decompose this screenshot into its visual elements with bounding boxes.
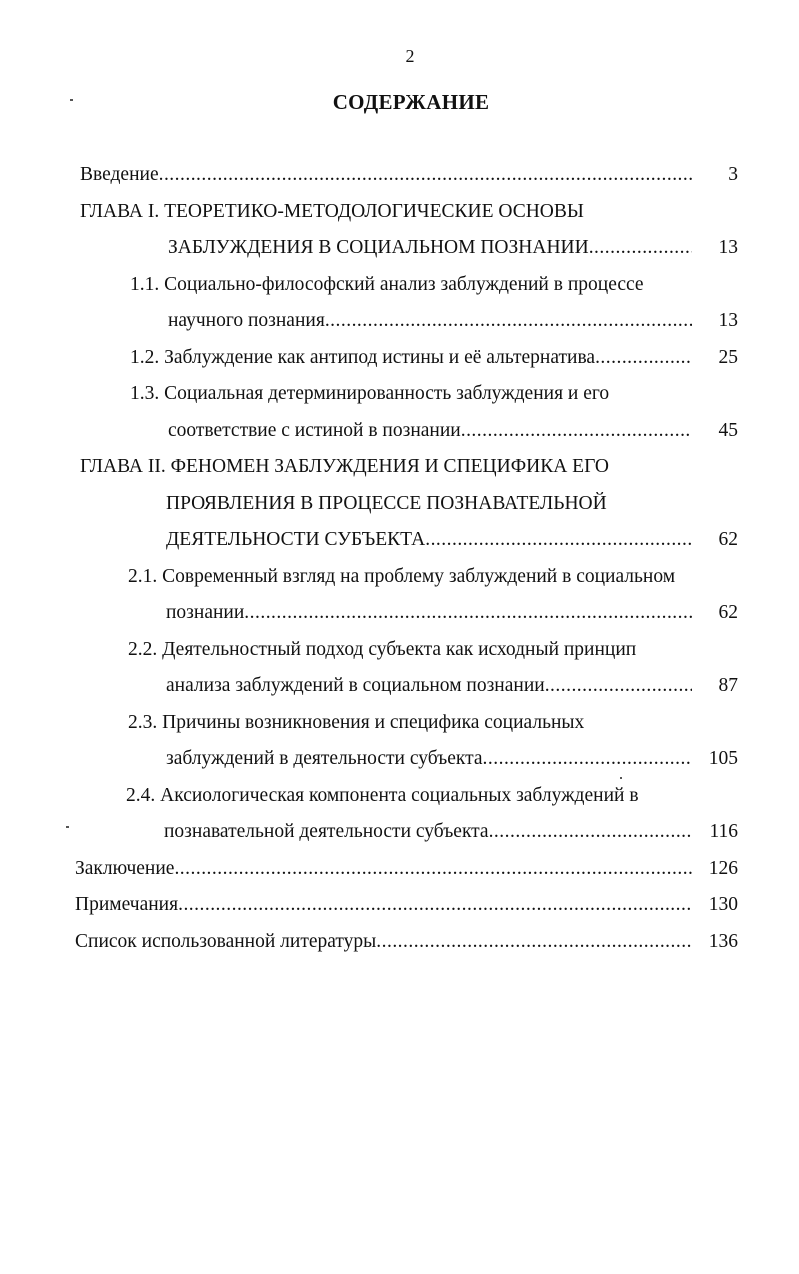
scan-speck (70, 99, 73, 101)
scan-speck (66, 826, 69, 828)
toc-entry-section-2-1 (166, 598, 692, 628)
toc-page-number: 13 (718, 237, 738, 258)
toc-entry-chapter1 (168, 233, 692, 263)
toc-entry-label: Примечания (75, 894, 179, 915)
toc-page-number: 3 (728, 164, 738, 185)
toc-entry-section-1-2 (130, 343, 692, 373)
leader-dots (545, 671, 692, 701)
toc-entry-conclusion (75, 854, 692, 884)
toc-page-number: 13 (718, 310, 738, 331)
toc-page-number: 87 (718, 675, 738, 696)
toc-page-number: 105 (708, 748, 738, 769)
toc-entry-section-2-3 (166, 744, 692, 774)
leader-dots (174, 854, 692, 884)
toc-entry-label: заблуждений в деятельности субъекта (166, 748, 483, 769)
leader-dots (376, 927, 692, 957)
toc-entry-label: познании (166, 602, 245, 623)
toc-entry-notes (75, 890, 692, 920)
toc-chapter2-title-line2: ПРОЯВЛЕНИЯ В ПРОЦЕССЕ ПОЗНАВАТЕЛЬНОЙ (166, 493, 607, 514)
toc-page-number: 62 (718, 529, 738, 550)
toc-entry-label: Заключение (75, 858, 175, 879)
page-number: 2 (405, 46, 415, 66)
toc-entry-section-2-2 (166, 671, 692, 701)
toc-entry-label: Список использованной литературы (75, 931, 377, 952)
scan-speck (620, 777, 622, 779)
toc-page-number: 126 (708, 858, 738, 879)
toc-section-2-4-line1: 2.4. Аксиологическая компонента социальных заблуждений в (126, 785, 639, 806)
toc-entry-label: познавательной деятельности субъекта (164, 821, 489, 842)
toc-entry-chapter2 (166, 525, 692, 555)
toc-entry-label: ДЕЯТЕЛЬНОСТИ СУБЪЕКТА (166, 529, 426, 550)
toc-entry-label: анализа заблуждений в социальном познании (166, 675, 545, 696)
leader-dots (589, 233, 692, 263)
toc-entry-introduction (80, 160, 692, 190)
toc-page-number: 130 (708, 894, 738, 915)
toc-section-2-2-line1: 2.2. Деятельностный подход субъекта как исходный принцип (128, 639, 637, 660)
toc-page-number: 62 (718, 602, 738, 623)
toc-section-2-3-line1: 2.3. Причины возникновения и специфика социальных (128, 712, 585, 733)
toc-page-number: 116 (709, 821, 738, 842)
toc-section-1-3-line1: 1.3. Социальная детерминированность заблуждения и его (130, 383, 610, 404)
toc-entry-label: ЗАБЛУЖДЕНИЯ В СОЦИАЛЬНОМ ПОЗНАНИИ (168, 237, 589, 258)
toc-entry-label: соответствие с истиной в познании (168, 420, 461, 441)
toc-entry-section-2-4 (164, 817, 692, 847)
toc-entry-label: 1.2. Заблуждение как антипод истины и её альтернатива (130, 347, 596, 368)
toc-page-number: 25 (718, 347, 738, 368)
toc-section-2-1-line1: 2.1. Современный взгляд на проблему заблуждений в социальном (128, 566, 676, 587)
leader-dots (595, 343, 692, 373)
page-title: СОДЕРЖАНИЕ (332, 90, 490, 114)
toc-entry-label: научного познания (168, 310, 325, 331)
toc-entry-references (75, 927, 692, 957)
leader-dots (325, 306, 692, 336)
toc-page-number: 45 (718, 420, 738, 441)
leader-dots (244, 598, 692, 628)
leader-dots (489, 817, 692, 847)
toc-page-number: 136 (708, 931, 738, 952)
leader-dots (461, 416, 692, 446)
leader-dots (483, 744, 692, 774)
toc-chapter2-title-line1: ГЛАВА II. ФЕНОМЕН ЗАБЛУЖДЕНИЯ И СПЕЦИФИКА ЕГО (80, 456, 609, 477)
toc-entry-section-1-3 (168, 416, 692, 446)
toc-section-1-1-line1: 1.1. Социально-философский анализ заблуждений в процессе (130, 274, 644, 295)
toc-chapter1-title-line1: ГЛАВА I. ТЕОРЕТИКО-МЕТОДОЛОГИЧЕСКИЕ ОСНОВЫ (80, 201, 584, 222)
leader-dots (425, 525, 692, 555)
leader-dots (178, 890, 692, 920)
toc-entry-section-1-1 (168, 306, 692, 336)
leader-dots (159, 160, 692, 190)
toc-entry-label: Введение (80, 164, 159, 185)
